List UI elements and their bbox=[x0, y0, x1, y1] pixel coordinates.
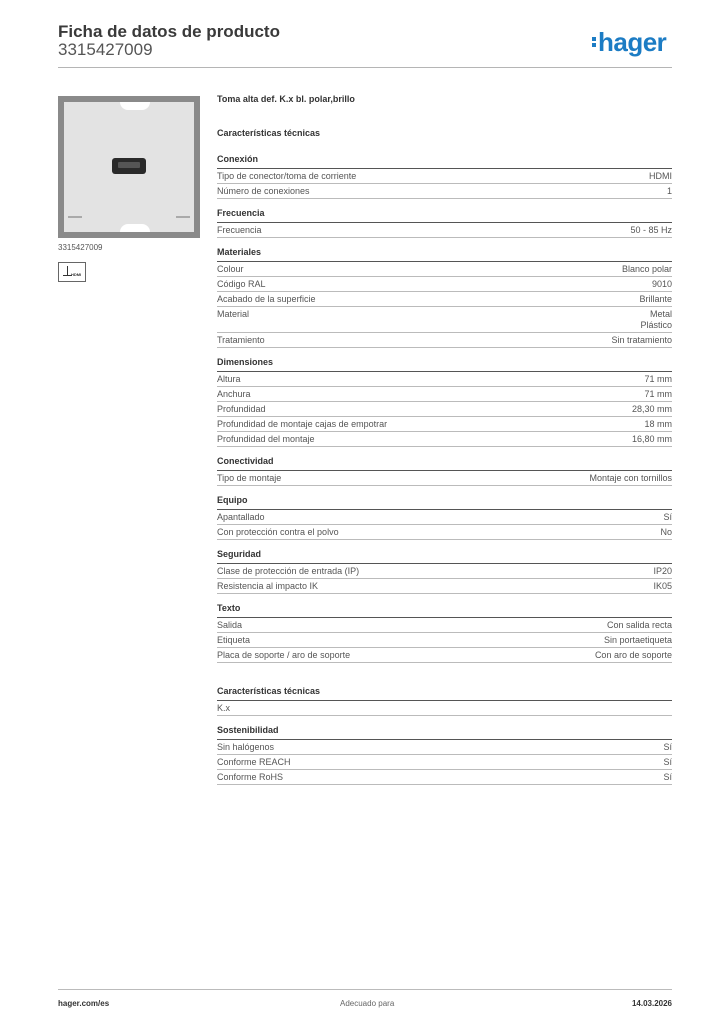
spec-value bbox=[639, 294, 672, 305]
product-name: Toma alta def. K.x bl. polar,brillo bbox=[217, 94, 355, 104]
spec-row bbox=[217, 307, 672, 333]
spec-row bbox=[217, 740, 672, 755]
spec-value bbox=[652, 279, 672, 290]
spec-value-text: Blanco polar bbox=[621, 264, 672, 274]
spec-value-text: IP20 bbox=[653, 566, 672, 576]
spec-value-text: 9010 bbox=[651, 279, 672, 289]
spec-value-text: Montaje con tornillos bbox=[589, 473, 672, 483]
spec-value-text: Sí bbox=[663, 742, 672, 752]
group-title: Materiales bbox=[217, 247, 672, 262]
spec-value bbox=[653, 566, 672, 577]
spec-label: Profundidad del montaje bbox=[217, 434, 315, 444]
group-title: Texto bbox=[217, 603, 672, 618]
spec-value-text: Metal bbox=[649, 309, 672, 319]
spec-group bbox=[217, 603, 672, 663]
spec-value-text: Con aro de soporte bbox=[594, 650, 672, 660]
spec-value-text: 71 mm bbox=[644, 374, 672, 384]
spec-row bbox=[217, 471, 672, 486]
hdmi-port-icon bbox=[112, 158, 146, 174]
spec-value bbox=[663, 742, 672, 753]
spec-label: Apantallado bbox=[217, 512, 265, 522]
spec-value bbox=[607, 620, 672, 631]
spec-value-text: Brillante bbox=[639, 294, 672, 304]
spec-label: Anchura bbox=[217, 389, 251, 399]
spec-row bbox=[217, 169, 672, 184]
image-caption: 3315427009 bbox=[58, 243, 103, 252]
spec-groups bbox=[217, 154, 672, 663]
spec-value-text: Sí bbox=[663, 757, 672, 767]
spec-row bbox=[217, 387, 672, 402]
spec-value bbox=[632, 434, 672, 445]
spec-row bbox=[217, 292, 672, 307]
spec-group bbox=[217, 357, 672, 447]
spec-value bbox=[604, 635, 672, 646]
product-image bbox=[58, 96, 200, 238]
hager-logo bbox=[592, 27, 666, 57]
spec-content bbox=[217, 94, 672, 794]
spec-label: Conforme RoHS bbox=[217, 772, 284, 782]
spec-value-text: 16,80 mm bbox=[631, 434, 672, 444]
spec-label: Número de conexiones bbox=[217, 186, 310, 196]
header-divider bbox=[58, 67, 672, 68]
spec-value bbox=[644, 389, 672, 400]
spec-value bbox=[667, 186, 672, 197]
socket-plate bbox=[64, 102, 194, 232]
spec-value bbox=[622, 264, 672, 275]
spec-row bbox=[217, 372, 672, 387]
spec-group bbox=[217, 495, 672, 540]
spec-row bbox=[217, 333, 672, 348]
spec-value bbox=[663, 772, 672, 783]
spec-label: Placa de soporte / aro de soporte bbox=[217, 650, 351, 660]
spec-row bbox=[217, 525, 672, 540]
spec-label: Altura bbox=[217, 374, 241, 384]
group-title: Equipo bbox=[217, 495, 672, 510]
spec-label: Tratamiento bbox=[217, 335, 265, 345]
spec-value-text: Sin tratamiento bbox=[611, 335, 672, 345]
spec-row bbox=[217, 579, 672, 594]
spec-group bbox=[217, 247, 672, 348]
spec-group bbox=[217, 456, 672, 486]
spec-row bbox=[217, 402, 672, 417]
spec-row bbox=[217, 223, 672, 238]
spec-label: Sin halógenos bbox=[217, 742, 275, 752]
spec-label: Tipo de montaje bbox=[217, 473, 282, 483]
spec-value bbox=[630, 225, 672, 236]
footer-middle-text: Adecuado para bbox=[340, 999, 395, 1008]
document-title: Ficha de datos de producto bbox=[58, 22, 280, 41]
spec-value bbox=[595, 650, 672, 661]
spec-value bbox=[660, 527, 672, 538]
spec-value bbox=[589, 473, 672, 484]
spec-group bbox=[217, 208, 672, 238]
spec-label: Profundidad bbox=[217, 404, 266, 414]
spec-value-text: No bbox=[660, 527, 672, 537]
spec-label: Salida bbox=[217, 620, 243, 630]
spec-groups-2 bbox=[217, 686, 672, 785]
spec-value bbox=[663, 757, 672, 768]
group-title: Frecuencia bbox=[217, 208, 672, 223]
footer-divider bbox=[58, 989, 672, 990]
spec-value-text: 50 - 85 Hz bbox=[630, 225, 672, 235]
spec-row bbox=[217, 262, 672, 277]
spec-row bbox=[217, 432, 672, 447]
spec-value-text: Sí bbox=[663, 512, 672, 522]
group-title: Conectividad bbox=[217, 456, 672, 471]
footer-website: hager.com/es bbox=[58, 999, 110, 1008]
spec-label: Conforme REACH bbox=[217, 757, 291, 767]
spec-group bbox=[217, 154, 672, 199]
spec-value bbox=[644, 374, 672, 385]
spec-label: Tipo de conector/toma de corriente bbox=[217, 171, 357, 181]
spec-value-text: Con salida recta bbox=[606, 620, 672, 630]
spec-row bbox=[217, 564, 672, 579]
group-title: Seguridad bbox=[217, 549, 672, 564]
spec-group bbox=[217, 686, 672, 716]
spec-label: Material bbox=[217, 309, 250, 319]
spec-row bbox=[217, 618, 672, 633]
spec-label: K.x bbox=[217, 703, 231, 713]
spec-value-text: Plástico bbox=[640, 320, 672, 330]
spec-label: Frecuencia bbox=[217, 225, 262, 235]
spec-group bbox=[217, 549, 672, 594]
spec-row bbox=[217, 277, 672, 292]
group-title: Características técnicas bbox=[217, 686, 672, 701]
spec-row bbox=[217, 770, 672, 785]
spec-value-text: 1 bbox=[666, 186, 672, 196]
section-heading: Características técnicas bbox=[217, 128, 321, 138]
spec-value bbox=[649, 171, 672, 182]
group-title: Conexión bbox=[217, 154, 672, 169]
spec-row bbox=[217, 184, 672, 199]
spec-label: Código RAL bbox=[217, 279, 266, 289]
logo-dots-icon bbox=[592, 35, 596, 49]
spec-label: Profundidad de montaje cajas de empotrar bbox=[217, 419, 388, 429]
hdmi-symbol-icon bbox=[58, 262, 86, 282]
spec-value bbox=[611, 335, 672, 346]
spec-group bbox=[217, 725, 672, 785]
spec-value bbox=[644, 419, 672, 430]
footer-date: 14.03.2026 bbox=[631, 999, 672, 1008]
spec-value-text: HDMI bbox=[649, 171, 672, 181]
spec-value-text: 18 mm bbox=[644, 419, 672, 429]
hdmi-symbol-text: HDMI bbox=[71, 272, 82, 277]
logo-text: hager bbox=[598, 27, 667, 57]
spec-value bbox=[640, 309, 672, 331]
group-title: Dimensiones bbox=[217, 357, 672, 372]
spec-value-text: IK05 bbox=[653, 581, 672, 591]
spec-row bbox=[217, 648, 672, 663]
spec-label: Etiqueta bbox=[217, 635, 251, 645]
spec-row bbox=[217, 417, 672, 432]
group-title: Sostenibilidad bbox=[217, 725, 672, 740]
spec-label: Clase de protección de entrada (IP) bbox=[217, 566, 360, 576]
spec-value-text: Sin portaetiqueta bbox=[603, 635, 672, 645]
spec-row bbox=[217, 633, 672, 648]
spec-value-text: Sí bbox=[663, 772, 672, 782]
spec-value-text: 28,30 mm bbox=[631, 404, 672, 414]
spec-row bbox=[217, 755, 672, 770]
spec-row bbox=[217, 701, 672, 716]
spec-value bbox=[663, 512, 672, 523]
product-code: 3315427009 bbox=[58, 40, 153, 59]
spec-label: Acabado de la superficie bbox=[217, 294, 316, 304]
spec-value bbox=[653, 581, 672, 592]
spec-value-text: 71 mm bbox=[644, 389, 672, 399]
spec-row bbox=[217, 510, 672, 525]
spec-label: Resistencia al impacto IK bbox=[217, 581, 319, 591]
spec-value bbox=[632, 404, 672, 415]
spec-label: Con protección contra el polvo bbox=[217, 527, 339, 537]
spec-label: Colour bbox=[217, 264, 244, 274]
